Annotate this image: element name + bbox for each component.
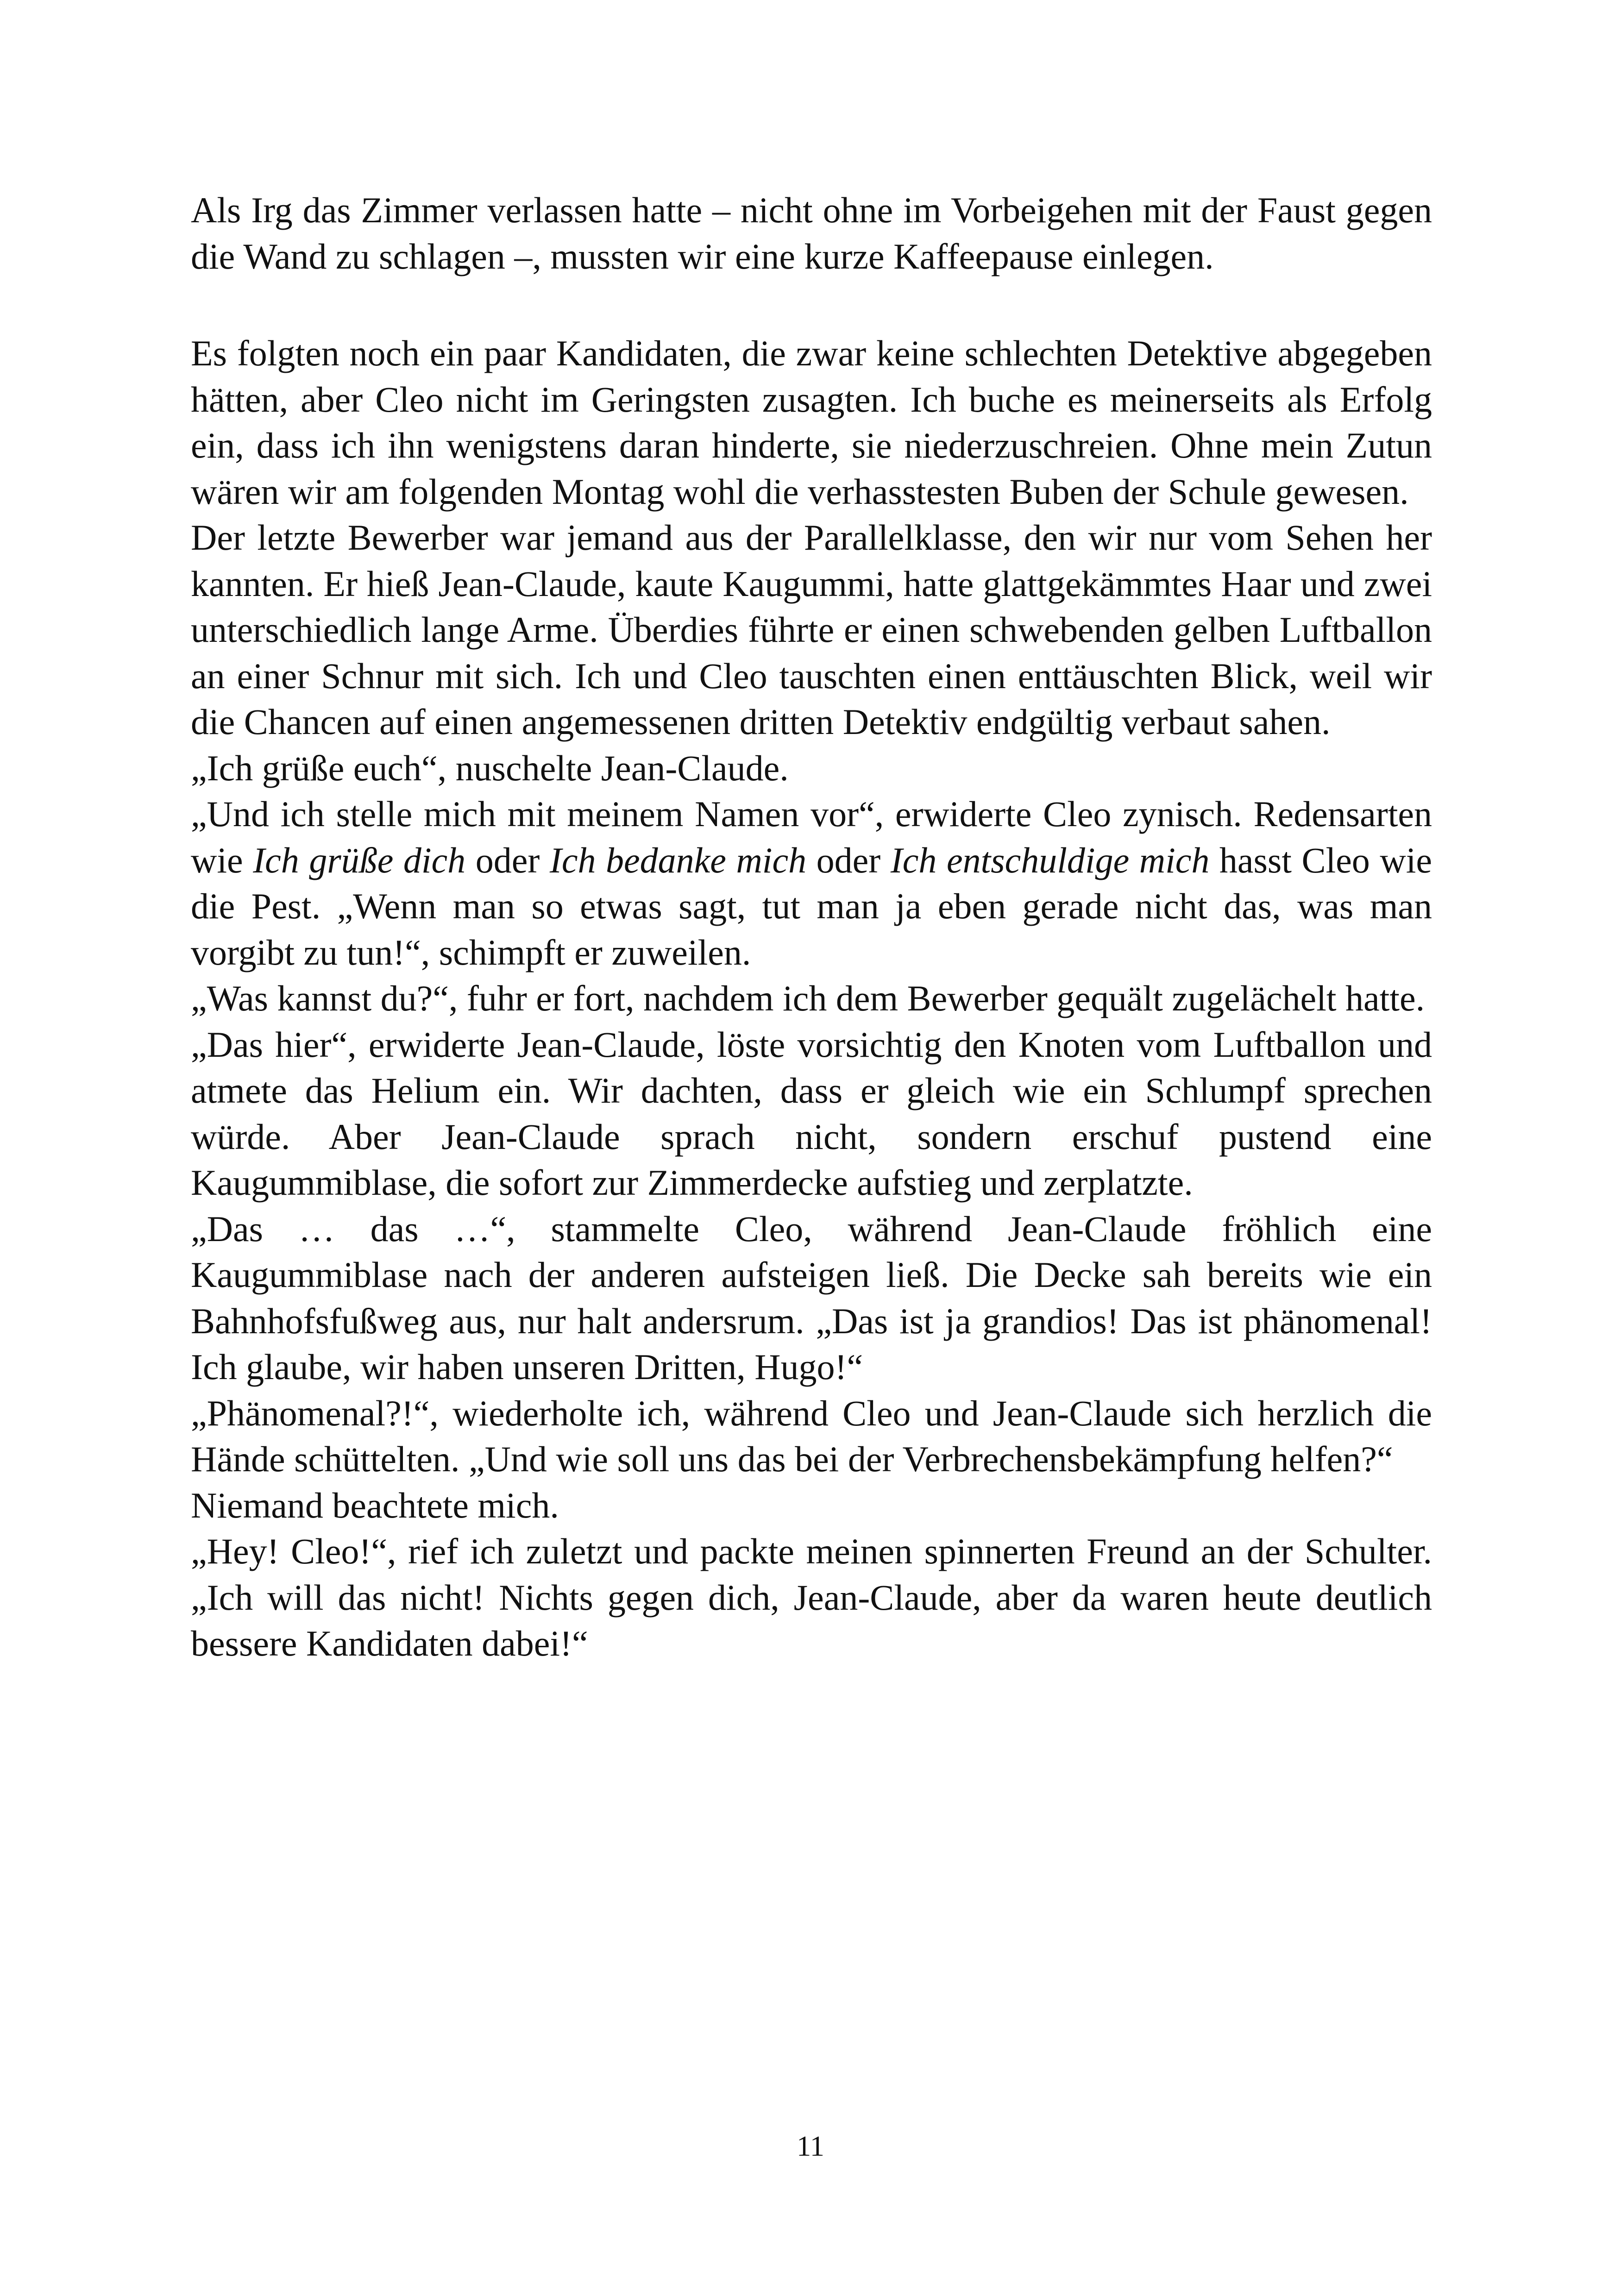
paragraph-5-text-b: oder <box>465 840 550 880</box>
paragraph-5-text-d: hasst Cleo wie die Pest. „Wenn man so etwas sagt, tut man ja eben gerade nicht das, was man vorgibt zu tun!“, schimpft er zuweilen. <box>191 840 1432 972</box>
paragraph-5-text-c: oder <box>806 840 891 880</box>
paragraph-5-italic-3: Ich entschuldige mich <box>890 840 1210 880</box>
paragraph-2: Es folgten noch ein paar Kandidaten, die zwar keine schlechten Detektive abgegeben hätten, aber Cleo nicht im Geringsten zusagten. Ich buche es meinerseits als Erfolg ein, dass ich ihn wenigstens daran hinderte, sie niederzuschreien. Ohne mein Zutun wären wir am folgenden Montag wohl die verhasstesten Buben der Schule gewesen. <box>191 333 1432 512</box>
paragraph-gap <box>191 279 1432 330</box>
paragraph-4: „Ich grüße euch“, nuschelte Jean-Claude. <box>191 747 789 788</box>
paragraph-5-italic-1: Ich grüße dich <box>253 840 466 880</box>
paragraph-3: Der letzte Bewerber war jemand aus der Parallelklasse, den wir nur vom Sehen her kannten. Er hieß Jean-Claude, kaute Kaugummi, hatte glattgekämmtes Haar und zwei unterschiedlich lange Arme. Überdies führte er einen schwebenden gelben Luftballon an einer Schnur mit sich. Ich und Cleo tauschten einen enttäuschten Blick, weil wir die Chancen auf einen angemessenen dritten Detektiv endgültig verbaut sahen. <box>191 517 1432 742</box>
page-number: 11 <box>797 2131 824 2162</box>
page-body <box>191 187 1432 1667</box>
paragraph-5-text-a: „Und ich stelle mich mit meinem Namen vor“, erwiderte Cleo zynisch. Redensarten wie <box>191 794 1432 880</box>
paragraph-9: „Phänomenal?!“, wiederholte ich, während Cleo und Jean-Claude sich herzlich die Hände schüttelten. „Und wie soll uns das bei der Verbrechensbekämpfung helfen?“ <box>191 1393 1432 1479</box>
paragraph-11: „Hey! Cleo!“, rief ich zuletzt und packte meinen spinnerten Freund an der Schulter. „Ich will das nicht! Nichts gegen dich, Jean-Claude, aber da waren heute deutlich bessere Kandidaten dabei!“ <box>191 1531 1432 1663</box>
paragraph-7: „Das hier“, erwiderte Jean-Claude, löste vorsichtig den Knoten vom Luftballon und atmete das Helium ein. Wir dachten, dass er gleich wie ein Schlumpf sprechen würde. Aber Jean-Claude sprach nicht, sondern erschuf pustend eine Kaugummiblase, die sofort zur Zimmerdecke aufstieg und zerplatzte. <box>191 1024 1432 1203</box>
paragraph-5 <box>191 791 1432 975</box>
paragraph-10: Niemand beachtete mich. <box>191 1485 559 1525</box>
paragraph-5-italic-2: Ich bedanke mich <box>549 840 807 880</box>
paragraph-6: „Was kannst du?“, fuhr er fort, nachdem ich dem Bewerber gequält zugelächelt hatte. <box>191 978 1425 1018</box>
paragraph-1: Als Irg das Zimmer verlassen hatte – nicht ohne im Vorbeigehen mit der Faust gegen die Wand zu schlagen –, mussten wir eine kurze Kaffeepause einlegen. <box>191 190 1432 276</box>
paragraph-8: „Das … das …“, stammelte Cleo, während Jean-Claude fröhlich eine Kaugummiblase nach der anderen aufsteigen ließ. Die Decke sah bereits wie ein Bahnhofsfußweg aus, nur halt andersrum. „Das ist ja grandios! Das ist phänomenal! Ich glaube, wir haben unseren Dritten, Hugo!“ <box>191 1208 1432 1387</box>
